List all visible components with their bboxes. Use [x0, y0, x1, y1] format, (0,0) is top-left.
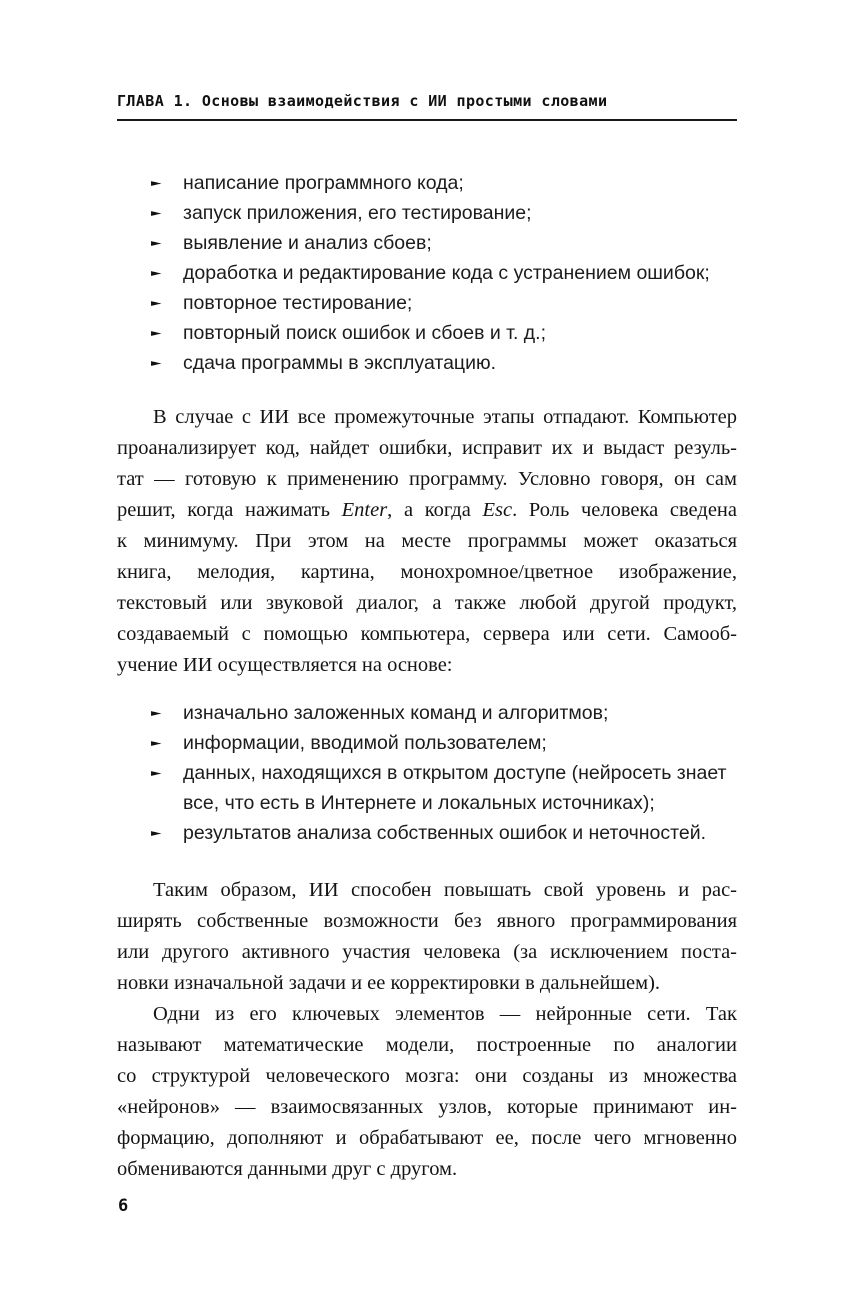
text-line: ширять собственные возможности без явного программирования [117, 910, 737, 932]
running-head [117, 92, 737, 121]
text-line: текстовый или звуковой диалог, а также любой другой продукт, [117, 592, 737, 614]
text-line: проанализирует код, найдет ошибки, исправит их и выдаст резуль- [117, 437, 737, 459]
list-item [117, 348, 737, 378]
text-line: учение ИИ осуществляется на основе: [117, 654, 453, 676]
bullet-icon: ► [151, 707, 162, 719]
bullet-list-self-learning-sources [117, 698, 737, 848]
bullet-icon: ► [151, 267, 162, 279]
text-line: новки изначальной задачи и ее корректировки в дальнейшем). [117, 972, 661, 994]
text-line: «нейронов» — взаимосвязанных узлов, которые принимают ин- [117, 1096, 737, 1118]
list-item-text: данных, находящихся в открытом доступе (нейросеть знает [183, 762, 727, 784]
text-line: тат — готовую к применению программу. Условно говоря, он сам [117, 468, 737, 490]
running-head-text: ГЛАВА 1. Основы взаимодействия с ИИ простыми словами [117, 92, 608, 110]
list-item-text: сдача программы в эксплуатацию. [183, 352, 497, 374]
list-item-text: результатов анализа собственных ошибок и неточностей. [183, 822, 707, 844]
bullet-icon: ► [151, 357, 162, 369]
text-segment: . Роль человека сведена [512, 499, 737, 521]
text-segment-italic: Esc [482, 499, 513, 521]
list-item [117, 758, 737, 788]
bullet-icon: ► [151, 767, 162, 779]
text-segment: , а когда [387, 499, 483, 521]
text-line: к минимуму. При этом на месте программы может оказаться [117, 530, 737, 552]
text-line: обмениваются данными друг с другом. [117, 1158, 458, 1180]
list-item-text: повторное тестирование; [183, 292, 413, 314]
list-item-text: информации, вводимой пользователем; [183, 732, 547, 754]
list-item [117, 168, 737, 198]
text-segment: решит, когда нажимать [117, 499, 342, 521]
list-item-text: доработка и редактирование кода с устранением ошибок; [183, 262, 710, 284]
bullet-icon: ► [151, 237, 162, 249]
text-line: Одни из его ключевых элементов — нейронные сети. Так [153, 1003, 737, 1025]
paragraph-ai-self-improvement [117, 875, 737, 999]
text-line: книга, мелодия, картина, монохромное/цветное изображение, [117, 561, 737, 583]
list-item-text: все, что есть в Интернете и локальных источниках); [183, 792, 655, 814]
bullet-icon: ► [151, 327, 162, 339]
text-line: В случае с ИИ все промежуточные этапы отпадают. Компьютер [153, 406, 737, 428]
paragraph-neural-networks [117, 999, 737, 1185]
list-item-text: повторный поиск ошибок и сбоев и т. д.; [183, 322, 546, 344]
list-item-continuation [117, 788, 737, 818]
list-item [117, 818, 737, 848]
list-item [117, 288, 737, 318]
text-line: Таким образом, ИИ способен повышать свой уровень и рас- [153, 879, 737, 901]
bullet-icon: ► [151, 297, 162, 309]
text-line: формацию, дополняют и обрабатывают ее, после чего мгновенно [117, 1127, 737, 1149]
text-line: создаваемый с помощью компьютера, сервера или сети. Самооб- [117, 623, 737, 645]
list-item [117, 258, 737, 288]
bullet-icon: ► [151, 177, 162, 189]
bullet-list-development-steps [117, 168, 737, 378]
list-item [117, 728, 737, 758]
bullet-icon: ► [151, 737, 162, 749]
text-segment-italic: Enter [341, 499, 388, 521]
list-item [117, 228, 737, 258]
text-line: называют математические модели, построенные по аналогии [117, 1034, 737, 1056]
text-line [117, 495, 737, 526]
page-number: 6 [118, 1196, 129, 1216]
list-item [117, 318, 737, 348]
list-item [117, 198, 737, 228]
bullet-icon: ► [151, 207, 162, 219]
paragraph-ai-stages [117, 402, 737, 681]
bullet-icon: ► [151, 827, 162, 839]
list-item-text: изначально заложенных команд и алгоритмов; [183, 702, 609, 724]
text-line: или другого активного участия человека (за исключением поста- [117, 941, 737, 963]
list-item-text: написание программного кода; [183, 172, 464, 194]
list-item [117, 698, 737, 728]
list-item-text: запуск приложения, его тестирование; [183, 202, 532, 224]
list-item-text: выявление и анализ сбоев; [183, 232, 432, 254]
text-line: со структурой человеческого мозга: они созданы из множества [117, 1065, 737, 1087]
